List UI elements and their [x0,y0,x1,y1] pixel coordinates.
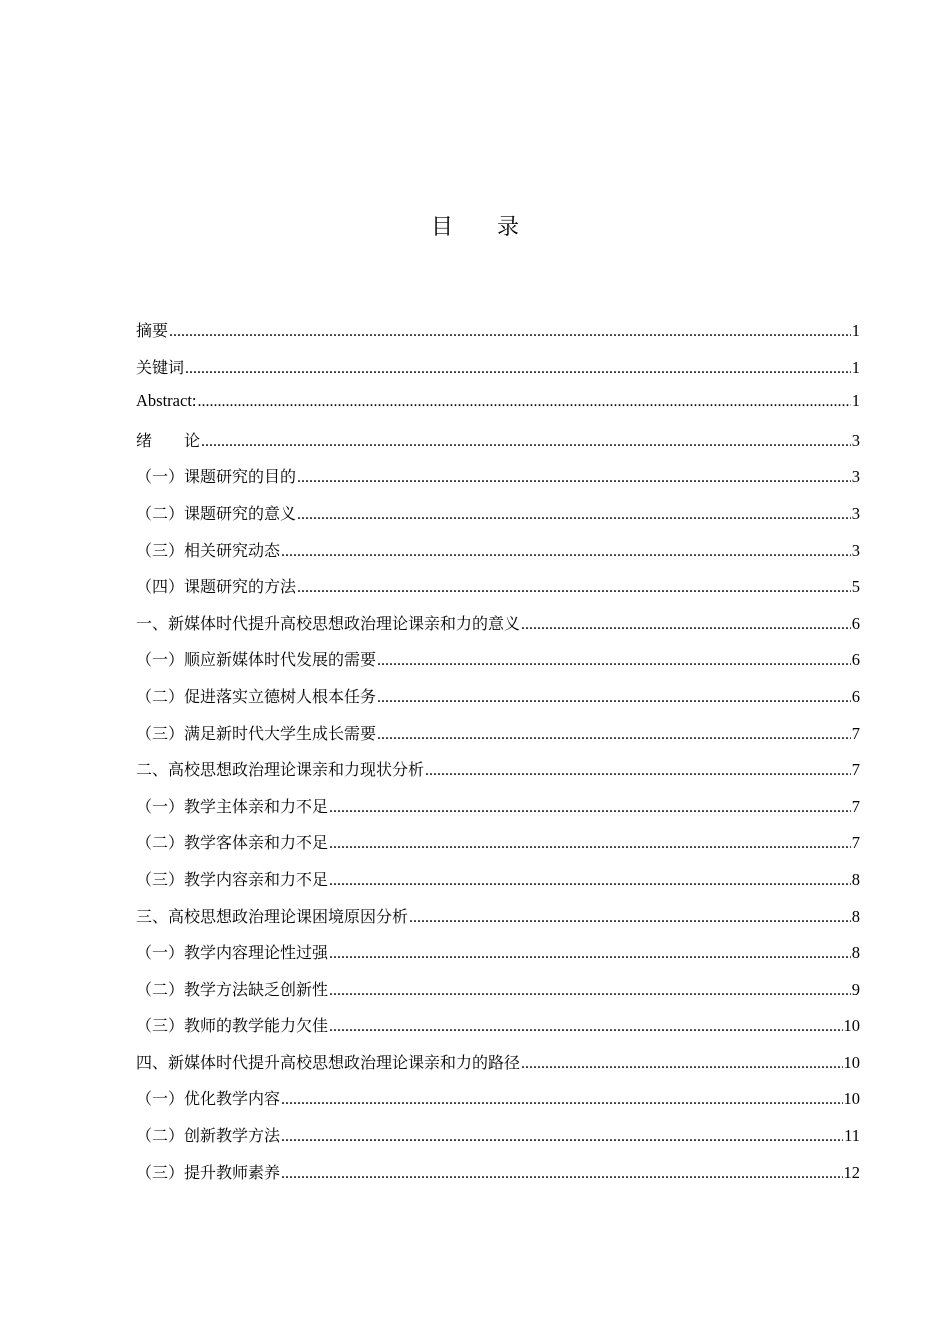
toc-dot-leader [329,872,851,890]
toc-entry-page-number: 7 [851,760,860,780]
toc-entry[interactable] [136,574,860,611]
toc-entry[interactable] [136,830,860,867]
toc-entry-label: 摘要 [136,321,169,340]
toc-dot-leader [425,762,851,780]
toc-entry-page-number: 6 [851,650,860,670]
toc-dot-leader [377,689,851,707]
toc-entry[interactable] [136,538,860,575]
toc-entry-page-number: 10 [843,1089,860,1109]
toc-dot-leader [409,909,851,927]
toc-entry-page-number: 1 [851,357,860,377]
toc-dot-leader [281,543,851,561]
toc-list [136,318,860,1196]
toc-entry-page-number: 5 [851,577,860,597]
toc-entry-page-number: 7 [851,833,860,853]
toc-entry-page-number: 11 [844,1126,860,1146]
toc-dot-leader [297,469,851,487]
toc-entry-label: 关键词 [136,357,185,377]
toc-entry[interactable] [136,794,860,831]
toc-entry[interactable] [136,757,860,794]
toc-entry-label: （二）教学方法缺乏创新性 [136,979,329,999]
toc-dot-leader [281,1165,842,1183]
toc-dot-leader [329,799,851,817]
toc-dot-leader [197,393,850,411]
toc-entry-label: （三）提升教师素养 [136,1162,281,1182]
toc-entry-page-number: 6 [851,686,860,706]
toc-title-char-2: 录 [497,215,520,240]
toc-entry-label: （四）课题研究的方法 [136,577,297,597]
toc-entry[interactable] [136,391,860,428]
toc-title [0,210,950,241]
toc-entry[interactable] [136,721,860,758]
toc-entry[interactable] [136,867,860,904]
toc-entry-page-number: 3 [851,540,860,560]
toc-entry-label: Abstract: [136,391,197,411]
toc-entry-label: （三）教学内容亲和力不足 [136,869,329,889]
toc-entry-label: 绪 论 [136,430,201,450]
toc-entry-label: 二、高校思想政治理论课亲和力现状分析 [136,760,425,780]
toc-entry-label: （二）教学客体亲和力不足 [136,833,329,853]
toc-dot-leader [329,982,851,1000]
toc-entry-label: （三）相关研究动态 [136,540,281,560]
toc-dot-leader [297,579,851,597]
toc-dot-leader [377,726,851,744]
toc-entry[interactable] [136,1013,860,1050]
toc-entry[interactable] [136,1086,860,1123]
toc-title-char-1: 目 [430,215,453,240]
toc-entry-page-number: 1 [851,391,860,411]
toc-entry-page-number: 10 [843,1052,860,1072]
toc-dot-leader [329,835,851,853]
toc-entry-label: （二）创新教学方法 [136,1126,281,1146]
toc-entry[interactable] [136,464,860,501]
toc-entry[interactable] [136,318,860,355]
toc-dot-leader [521,616,851,634]
toc-entry-label: （一）课题研究的目的 [136,467,297,487]
toc-entry[interactable] [136,1050,860,1087]
toc-dot-leader [329,1018,842,1036]
toc-entry-page-number: 3 [851,503,860,523]
toc-entry-page-number: 1 [851,321,860,340]
toc-entry-label: （二）课题研究的意义 [136,503,297,523]
toc-entry-label: （三）满足新时代大学生成长需要 [136,723,377,743]
toc-entry-page-number: 8 [851,869,860,889]
toc-entry[interactable] [136,684,860,721]
toc-entry-label: （一）教学主体亲和力不足 [136,796,329,816]
toc-entry-label: （三）教师的教学能力欠佳 [136,1016,329,1036]
toc-entry[interactable] [136,1160,860,1197]
toc-entry[interactable] [136,647,860,684]
toc-dot-leader [201,433,851,451]
toc-entry-label: （一）教学内容理论性过强 [136,943,329,963]
toc-entry-page-number: 10 [843,1016,860,1036]
toc-dot-leader [281,1128,843,1146]
toc-dot-leader [297,506,851,524]
toc-dot-leader [329,945,851,963]
toc-entry[interactable] [136,428,860,465]
toc-dot-leader [521,1055,842,1073]
toc-entry-label: 四、新媒体时代提升高校思想政治理论课亲和力的路径 [136,1052,521,1072]
toc-entry[interactable] [136,501,860,538]
toc-entry-label: 三、高校思想政治理论课困境原因分析 [136,906,409,926]
toc-entry[interactable] [136,904,860,941]
toc-entry-label: 一、新媒体时代提升高校思想政治理论课亲和力的意义 [136,613,521,633]
toc-dot-leader [281,1091,842,1109]
toc-entry[interactable] [136,940,860,977]
toc-entry-label: （一）优化教学内容 [136,1089,281,1109]
toc-entry[interactable] [136,355,860,392]
toc-entry[interactable] [136,977,860,1014]
toc-entry-page-number: 7 [851,723,860,743]
toc-entry-page-number: 9 [851,979,860,999]
toc-entry-label: （一）顺应新媒体时代发展的需要 [136,650,377,670]
toc-entry[interactable] [136,611,860,648]
toc-entry-page-number: 7 [851,796,860,816]
toc-entry-page-number: 8 [851,906,860,926]
toc-entry-page-number: 6 [851,613,860,633]
toc-entry-page-number: 8 [851,943,860,963]
toc-dot-leader [377,652,851,670]
toc-entry[interactable] [136,1123,860,1160]
toc-entry-page-number: 12 [843,1162,860,1182]
toc-dot-leader [185,360,851,378]
toc-entry-page-number: 3 [851,430,860,450]
toc-entry-page-number: 3 [851,467,860,487]
toc-dot-leader [169,323,851,341]
toc-entry-label: （二）促进落实立德树人根本任务 [136,686,377,706]
